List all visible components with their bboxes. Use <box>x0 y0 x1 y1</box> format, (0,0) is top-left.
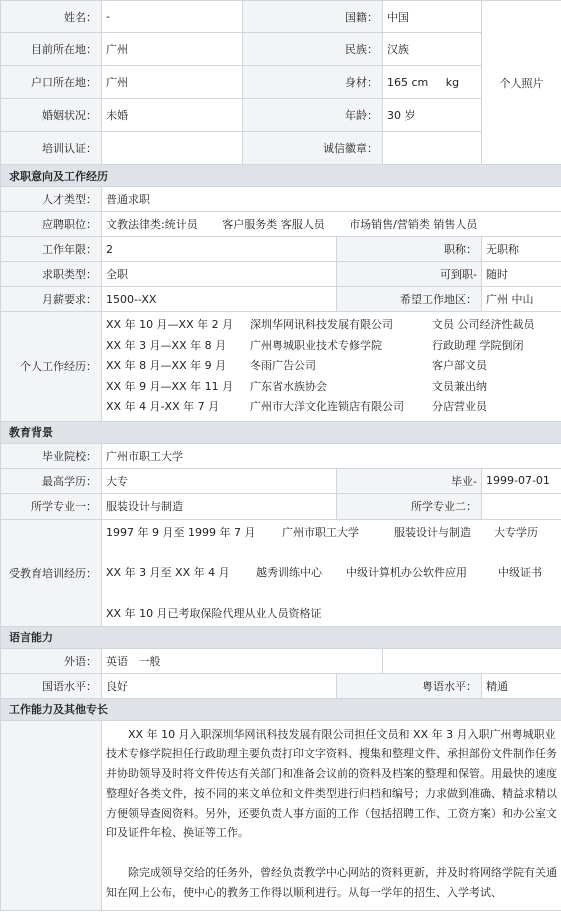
history-label: 个人工作经历： <box>1 312 102 422</box>
degree-value: 大专 <box>102 468 337 493</box>
cantonese-value: 精通 <box>482 673 561 698</box>
skills-paragraph: 除完成领导交给的任务外，曾经负责教学中心网站的资料更新，并及时将网络学院有关通知在网上公布，使中心的教务工作得以顺利进行。从每一学年的招生、入学考试、 <box>106 866 557 900</box>
mandarin-value: 良好 <box>102 673 337 698</box>
section-edu-title: 教育背景 <box>1 421 561 443</box>
marital-value: 未婚 <box>102 99 243 132</box>
training-label: 受教育培训经历： <box>1 519 102 626</box>
history-row: XX 年 8 月—XX 年 9 月 冬雨广告公司 客户部文员 <box>106 359 487 372</box>
name-label: 姓名： <box>1 1 102 33</box>
body-value: 165 cm kg <box>383 66 482 99</box>
school-label: 毕业院校： <box>1 443 102 468</box>
salary-value: 1500--XX <box>102 287 337 312</box>
age-value: 30 岁 <box>383 99 482 132</box>
area-value: 广州 中山 <box>482 287 561 312</box>
major2-value <box>482 493 561 519</box>
empty-cell <box>383 648 561 673</box>
nationality-value: 中国 <box>383 1 482 33</box>
position-label: 应聘职位： <box>1 212 102 237</box>
available-label: 可到职- <box>337 262 482 287</box>
grad-value: 1999-07-01 <box>482 468 561 493</box>
history-row: XX 年 9 月—XX 年 11 月 广东省水族协会 文员兼出纳 <box>106 379 487 393</box>
nationality-label: 国籍： <box>243 1 383 33</box>
section-skills-title: 工作能力及其他专长 <box>1 698 561 720</box>
training-row: 1997 年 9 月至 1999 年 7 月 广州市职工大学 服装设计与制造 大专学历 <box>106 525 538 539</box>
talent-type-label: 人才类型： <box>1 187 102 212</box>
location-label: 目前所在地： <box>1 33 102 66</box>
marital-label: 婚姻状况： <box>1 99 102 132</box>
major1-value: 服装设计与制造 <box>102 493 337 519</box>
position-item: 客户服务类 客服人员 <box>222 218 325 231</box>
major2-label: 所学专业二： <box>337 493 482 519</box>
age-label: 年龄： <box>243 99 383 132</box>
location-value: 广州 <box>102 33 243 66</box>
section-job-title: 求职意向及工作经历 <box>1 165 561 187</box>
position-item: 文教法律类:统计员 <box>106 218 198 231</box>
credit-label: 诚信徽章： <box>243 132 383 165</box>
job-title-value: 无职称 <box>482 237 561 262</box>
hukou-value: 广州 <box>102 66 243 99</box>
body-label: 身材： <box>243 66 383 99</box>
ethnicity-value: 汉族 <box>383 33 482 66</box>
history-row: XX 年 3 月—XX 年 8 月 广州粤城职业技术专修学院 行政助理 学院倒闭 <box>106 338 524 352</box>
section-lang-title: 语言能力 <box>1 626 561 648</box>
grad-label: 毕业- <box>337 468 482 493</box>
area-label: 希望工作地区： <box>337 287 482 312</box>
personal-photo: 个人照片 <box>482 1 561 165</box>
foreign-lang-label: 外语： <box>1 648 102 673</box>
hukou-label: 户口所在地： <box>1 66 102 99</box>
history-row: XX 年 10 月—XX 年 2 月 深圳华网讯科技发展有限公司 文员 公司经济性裁员 <box>106 318 535 331</box>
skills-text <box>102 720 561 910</box>
position-item: 市场销售/营销类 销售人员 <box>349 218 478 231</box>
cantonese-label: 粤语水平： <box>337 673 482 698</box>
salary-label: 月薪要求： <box>1 287 102 312</box>
job-title-label: 职称： <box>337 237 482 262</box>
skills-paragraph: XX 年 10 月入职深圳华网讯科技发展有限公司担任文员和 XX 年 3 月入职广州粤城职业技术专修学院担任行政助理主要负责打印文字资料、搜集和整理文件、承担部份文件制作任务并协助领导及时将文件传达有关部门和准备会议前的资料及档案的整理和保管。用最快的速度整理好各类文件，按不同的来文单位和文件类型进行归档和编号；力求做到准确、精益求精以方便领导查阅资料。另外，还要负责人事方面的工作（包括招聘工作、工资方案）和办公室文印及证件年检、换证等工作。 <box>106 727 557 840</box>
years-value: 2 <box>102 237 337 262</box>
skills-label-cell <box>1 720 102 910</box>
talent-type-value: 普通求职 <box>102 187 561 212</box>
foreign-lang-value: 英语 一般 <box>102 648 383 673</box>
name-value: - <box>102 1 243 33</box>
years-label: 工作年限： <box>1 237 102 262</box>
major1-label: 所学专业一： <box>1 493 102 519</box>
training-history <box>102 519 561 626</box>
credit-value <box>383 132 482 165</box>
positions-list <box>102 212 561 237</box>
training-row: XX 年 3 月至 XX 年 4 月 越秀训练中心 中级计算机办公软件应用 中级证书 <box>106 566 542 579</box>
degree-label: 最高学历： <box>1 468 102 493</box>
cert-value <box>102 132 243 165</box>
school-value: 广州市职工大学 <box>102 443 561 468</box>
mandarin-label: 国语水平： <box>1 673 102 698</box>
jobtype-label: 求职类型： <box>1 262 102 287</box>
jobtype-value: 全职 <box>102 262 337 287</box>
history-row: XX 年 4 月-XX 年 7 月 广州市大洋文化连锁店有限公司 分店营业员 <box>106 400 487 413</box>
training-row: XX 年 10 月已考取保险代理从业人员资格证 <box>106 606 322 620</box>
ethnicity-label: 民族： <box>243 33 383 66</box>
work-history <box>102 312 561 422</box>
cert-label: 培训认证： <box>1 132 102 165</box>
available-value: 随时 <box>482 262 561 287</box>
